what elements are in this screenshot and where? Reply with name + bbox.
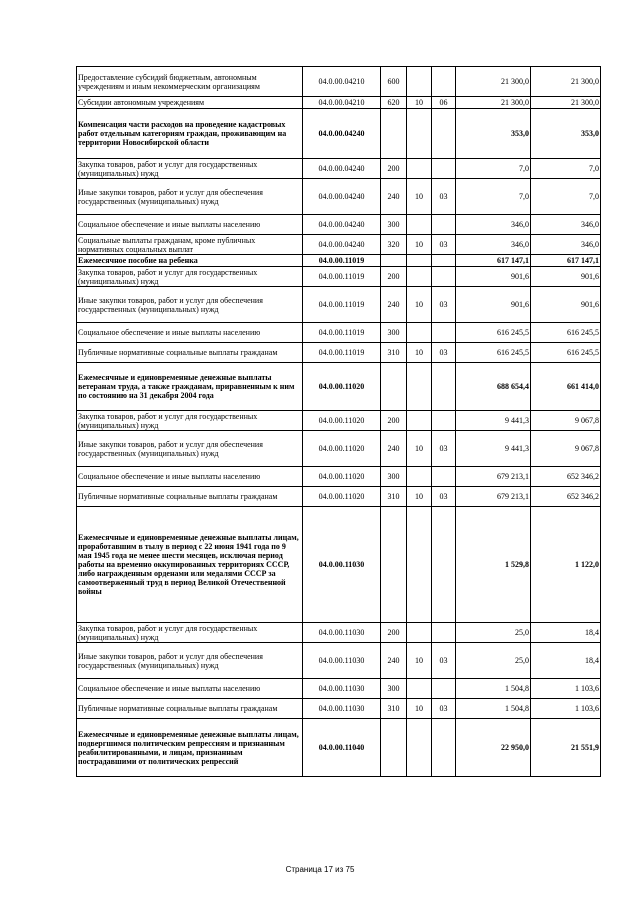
table-row [77, 411, 601, 431]
cell-amount-1: 616 245,5 [456, 343, 531, 363]
cell-kvr: 300 [381, 215, 407, 235]
cell-code: 04.0.00.11030 [303, 643, 381, 679]
cell-rz [407, 411, 432, 431]
table-row [77, 159, 601, 179]
table-row [77, 109, 601, 159]
table-row [77, 67, 601, 97]
cell-pr [432, 267, 456, 287]
cell-kvr: 600 [381, 67, 407, 97]
cell-code: 04.0.00.11020 [303, 411, 381, 431]
cell-amount-1: 21 300,0 [456, 67, 531, 97]
cell-amount-1: 1 504,8 [456, 679, 531, 699]
cell-pr [432, 507, 456, 623]
cell-kvr: 300 [381, 467, 407, 487]
cell-rz [407, 109, 432, 159]
cell-rz [407, 623, 432, 643]
cell-pr: 03 [432, 235, 456, 255]
cell-amount-2: 901,6 [531, 267, 601, 287]
cell-code: 04.0.00.04210 [303, 67, 381, 97]
cell-amount-2: 652 346,2 [531, 467, 601, 487]
cell-pr [432, 467, 456, 487]
cell-amount-1: 1 529,8 [456, 507, 531, 623]
cell-pr [432, 109, 456, 159]
cell-amount-2: 616 245,5 [531, 323, 601, 343]
cell-amount-2: 661 414,0 [531, 363, 601, 411]
cell-amount-1: 617 147,1 [456, 255, 531, 267]
cell-code: 04.0.00.11020 [303, 487, 381, 507]
table-row [77, 431, 601, 467]
cell-name: Публичные нормативные социальные выплаты гражданам [77, 343, 303, 363]
cell-name: Закупка товаров, работ и услуг для государственных (муниципальных) нужд [77, 411, 303, 431]
cell-amount-2: 346,0 [531, 215, 601, 235]
cell-kvr: 310 [381, 487, 407, 507]
cell-rz [407, 363, 432, 411]
table-row [77, 97, 601, 109]
cell-name: Субсидии автономным учреждениям [77, 97, 303, 109]
table-row [77, 235, 601, 255]
cell-amount-1: 25,0 [456, 623, 531, 643]
cell-pr: 03 [432, 431, 456, 467]
cell-code: 04.0.00.11019 [303, 255, 381, 267]
cell-amount-1: 1 504,8 [456, 699, 531, 719]
cell-kvr: 200 [381, 267, 407, 287]
cell-pr: 03 [432, 643, 456, 679]
cell-amount-2: 18,4 [531, 643, 601, 679]
cell-amount-2: 617 147,1 [531, 255, 601, 267]
table-row [77, 679, 601, 699]
cell-code: 04.0.00.11030 [303, 507, 381, 623]
cell-kvr: 240 [381, 643, 407, 679]
cell-amount-1: 22 950,0 [456, 719, 531, 777]
cell-kvr [381, 363, 407, 411]
cell-name: Ежемесячные и единовременные денежные выплаты лицам, проработавшим в тылу в период с 22 июня 1941 года по 9 мая 1945 года не менее шести месяцев, исключая период работы на временно оккупированных территориях СССР, либо награжденным орденами или медалями СССР за самоотверженный труд в период Великой Отечественной войны [77, 507, 303, 623]
cell-kvr: 310 [381, 699, 407, 719]
table-row [77, 623, 601, 643]
cell-pr [432, 679, 456, 699]
cell-rz: 10 [407, 235, 432, 255]
cell-code: 04.0.00.11019 [303, 323, 381, 343]
cell-code: 04.0.00.11040 [303, 719, 381, 777]
cell-pr: 03 [432, 487, 456, 507]
table-row [77, 643, 601, 679]
page-number: Страница 17 из 75 [285, 865, 355, 874]
cell-amount-1: 346,0 [456, 235, 531, 255]
cell-amount-2: 1 103,6 [531, 679, 601, 699]
table-row [77, 363, 601, 411]
cell-rz [407, 467, 432, 487]
cell-amount-2: 7,0 [531, 159, 601, 179]
cell-rz: 10 [407, 287, 432, 323]
cell-name: Иные закупки товаров, работ и услуг для обеспечения государственных (муниципальных) нужд [77, 431, 303, 467]
cell-code: 04.0.00.11019 [303, 343, 381, 363]
cell-pr: 03 [432, 699, 456, 719]
cell-name: Закупка товаров, работ и услуг для государственных (муниципальных) нужд [77, 623, 303, 643]
cell-code: 04.0.00.11020 [303, 363, 381, 411]
cell-rz: 10 [407, 343, 432, 363]
cell-kvr: 200 [381, 411, 407, 431]
cell-amount-1: 9 441,3 [456, 411, 531, 431]
cell-name: Публичные нормативные социальные выплаты гражданам [77, 699, 303, 719]
cell-rz [407, 215, 432, 235]
table-row [77, 487, 601, 507]
table-row [77, 215, 601, 235]
cell-code: 04.0.00.04240 [303, 159, 381, 179]
cell-pr [432, 159, 456, 179]
cell-kvr [381, 255, 407, 267]
cell-name: Закупка товаров, работ и услуг для государственных (муниципальных) нужд [77, 159, 303, 179]
cell-rz: 10 [407, 699, 432, 719]
cell-amount-2: 1 103,6 [531, 699, 601, 719]
cell-amount-2: 616 245,5 [531, 343, 601, 363]
cell-rz [407, 679, 432, 699]
cell-code: 04.0.00.04240 [303, 215, 381, 235]
cell-code: 04.0.00.11019 [303, 267, 381, 287]
cell-pr [432, 67, 456, 97]
cell-name: Социальное обеспечение и иные выплаты населению [77, 679, 303, 699]
table-row [77, 255, 601, 267]
cell-pr [432, 255, 456, 267]
table-row [77, 287, 601, 323]
table-row [77, 467, 601, 487]
cell-name: Ежемесячное пособие на ребенка [77, 255, 303, 267]
cell-rz [407, 67, 432, 97]
cell-rz [407, 719, 432, 777]
cell-pr: 06 [432, 97, 456, 109]
cell-code: 04.0.00.11019 [303, 287, 381, 323]
cell-amount-2: 21 300,0 [531, 67, 601, 97]
cell-amount-1: 679 213,1 [456, 487, 531, 507]
cell-amount-1: 901,6 [456, 267, 531, 287]
cell-name: Ежемесячные и единовременные денежные выплаты лицам, подвергшимся политическим репрессиям и признанным реабилитированными, и лицам, признанным пострадавшими от политических репрессий [77, 719, 303, 777]
cell-name: Социальное обеспечение и иные выплаты населению [77, 323, 303, 343]
cell-kvr: 240 [381, 287, 407, 323]
cell-amount-2: 9 067,8 [531, 431, 601, 467]
cell-pr [432, 215, 456, 235]
cell-code: 04.0.00.11030 [303, 679, 381, 699]
cell-rz [407, 159, 432, 179]
cell-pr: 03 [432, 179, 456, 215]
cell-amount-1: 688 654,4 [456, 363, 531, 411]
cell-pr [432, 323, 456, 343]
cell-code: 04.0.00.11020 [303, 467, 381, 487]
cell-amount-2: 353,0 [531, 109, 601, 159]
cell-kvr: 300 [381, 323, 407, 343]
cell-amount-2: 21 300,0 [531, 97, 601, 109]
cell-rz: 10 [407, 487, 432, 507]
cell-name: Иные закупки товаров, работ и услуг для обеспечения государственных (муниципальных) нужд [77, 179, 303, 215]
cell-amount-2: 21 551,9 [531, 719, 601, 777]
cell-pr [432, 363, 456, 411]
cell-kvr [381, 507, 407, 623]
cell-name: Компенсация части расходов на проведение кадастровых работ отдельным категориям граждан, проживающим на территории Новосибирской области [77, 109, 303, 159]
cell-rz: 10 [407, 431, 432, 467]
table-body [77, 67, 601, 777]
cell-kvr: 200 [381, 159, 407, 179]
cell-amount-1: 353,0 [456, 109, 531, 159]
cell-amount-2: 652 346,2 [531, 487, 601, 507]
budget-table [76, 66, 601, 777]
cell-kvr: 240 [381, 179, 407, 215]
cell-rz [407, 255, 432, 267]
cell-kvr: 240 [381, 431, 407, 467]
cell-name: Социальное обеспечение и иные выплаты населению [77, 467, 303, 487]
cell-code: 04.0.00.11030 [303, 699, 381, 719]
cell-name: Предоставление субсидий бюджетным, автономным учреждениям и иным некоммерческим организациям [77, 67, 303, 97]
table-row [77, 343, 601, 363]
cell-amount-1: 21 300,0 [456, 97, 531, 109]
cell-amount-1: 679 213,1 [456, 467, 531, 487]
cell-pr: 03 [432, 343, 456, 363]
cell-amount-2: 901,6 [531, 287, 601, 323]
cell-name: Публичные нормативные социальные выплаты гражданам [77, 487, 303, 507]
cell-amount-1: 616 245,5 [456, 323, 531, 343]
cell-rz: 10 [407, 179, 432, 215]
cell-amount-2: 18,4 [531, 623, 601, 643]
cell-code: 04.0.00.04210 [303, 97, 381, 109]
cell-amount-1: 7,0 [456, 159, 531, 179]
cell-code: 04.0.00.04240 [303, 179, 381, 215]
table-row [77, 699, 601, 719]
cell-amount-1: 901,6 [456, 287, 531, 323]
cell-pr: 03 [432, 287, 456, 323]
cell-pr [432, 623, 456, 643]
cell-code: 04.0.00.11030 [303, 623, 381, 643]
cell-amount-1: 346,0 [456, 215, 531, 235]
cell-pr [432, 719, 456, 777]
cell-amount-2: 1 122,0 [531, 507, 601, 623]
cell-amount-1: 7,0 [456, 179, 531, 215]
cell-kvr [381, 719, 407, 777]
cell-name: Социальное обеспечение и иные выплаты населению [77, 215, 303, 235]
cell-kvr [381, 109, 407, 159]
cell-pr [432, 411, 456, 431]
cell-code: 04.0.00.04240 [303, 235, 381, 255]
cell-name: Социальные выплаты гражданам, кроме публичных нормативных социальных выплат [77, 235, 303, 255]
cell-name: Ежемесячные и единовременные денежные выплаты ветеранам труда, а также гражданам, приравненным к ним по состоянию на 31 декабря 2004 года [77, 363, 303, 411]
cell-kvr: 310 [381, 343, 407, 363]
cell-name: Закупка товаров, работ и услуг для государственных (муниципальных) нужд [77, 267, 303, 287]
table-row [77, 323, 601, 343]
table-row [77, 507, 601, 623]
cell-amount-2: 346,0 [531, 235, 601, 255]
cell-name: Иные закупки товаров, работ и услуг для обеспечения государственных (муниципальных) нужд [77, 643, 303, 679]
cell-amount-1: 9 441,3 [456, 431, 531, 467]
cell-amount-2: 7,0 [531, 179, 601, 215]
cell-rz: 10 [407, 97, 432, 109]
cell-rz [407, 323, 432, 343]
table-row [77, 179, 601, 215]
cell-name: Иные закупки товаров, работ и услуг для обеспечения государственных (муниципальных) нужд [77, 287, 303, 323]
cell-rz [407, 507, 432, 623]
table-row [77, 267, 601, 287]
cell-kvr: 620 [381, 97, 407, 109]
cell-rz [407, 267, 432, 287]
cell-rz: 10 [407, 643, 432, 679]
cell-amount-1: 25,0 [456, 643, 531, 679]
cell-code: 04.0.00.04240 [303, 109, 381, 159]
cell-code: 04.0.00.11020 [303, 431, 381, 467]
cell-kvr: 200 [381, 623, 407, 643]
cell-kvr: 300 [381, 679, 407, 699]
cell-amount-2: 9 067,8 [531, 411, 601, 431]
table-row [77, 719, 601, 777]
cell-kvr: 320 [381, 235, 407, 255]
